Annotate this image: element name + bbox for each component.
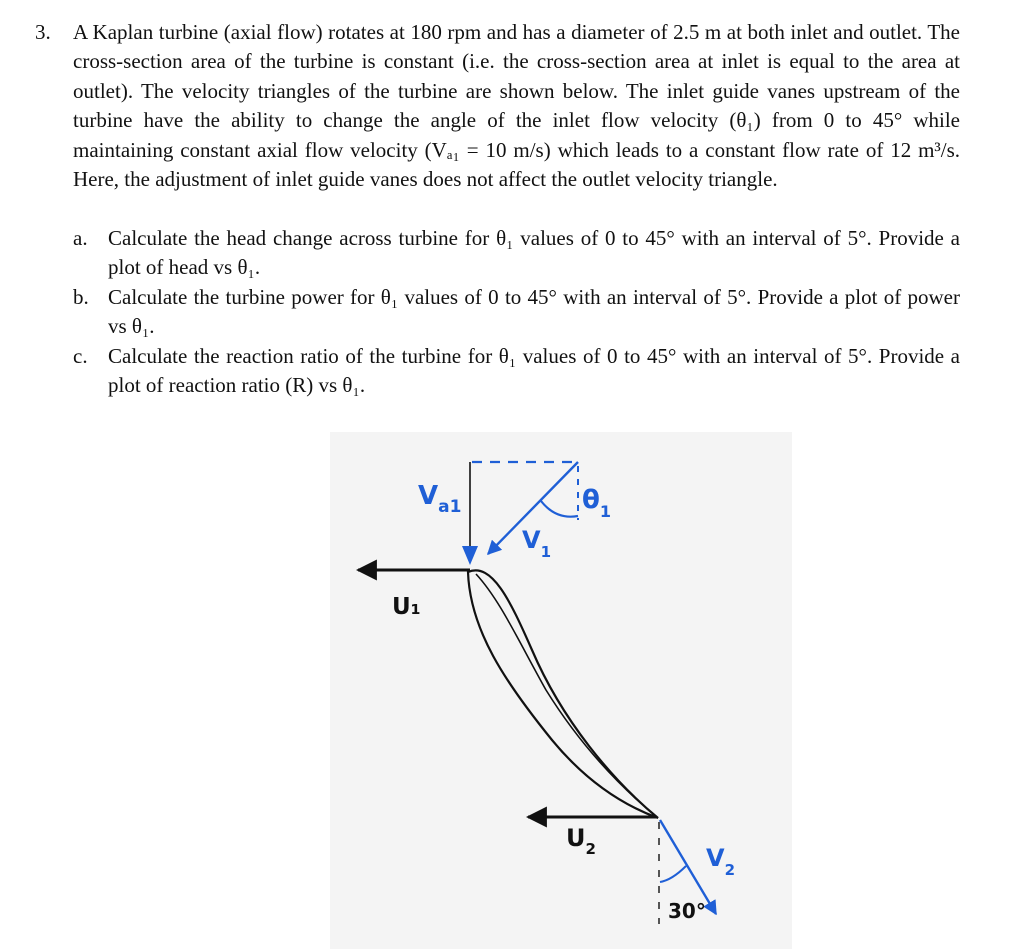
theta1-label: $\theta_1$ (582, 485, 612, 521)
angle-30-label: 30° (668, 899, 706, 923)
question-text: A Kaplan turbine (axial flow) rotates at 180 rpm and has a diameter of 2.5 m at both inlet and outlet. The cross-section area of the turbine is constant (i.e. the cross-section area at inlet is equal to the area at outlet). The velocity triangles of the turbine are shown below. The inlet guide vanes upstream of the turbine have the ability to change the angle of the inlet flow velocity (θ₁) from 0 to 45° while maintaining constant axial flow velocity (Vₐ₁ = 10 m/s) which leads to a constant flow rate of 12 m³/s. Here, the adjustment of inlet guide vanes does not affect the outlet velocity triangle. (73, 20, 960, 192)
part-b-text: Calculate the turbine power for θ₁ values of 0 to 45° with an interval of 5°. Provide a plot of power vs θ₁. (108, 284, 960, 339)
v1-label: $V_1$ (522, 526, 552, 561)
theta1-arc (541, 501, 578, 517)
part-c-label: c. (73, 343, 88, 368)
va1-label: $V_{a1}$ (418, 481, 462, 517)
blade-profile (468, 570, 658, 818)
v2-label: $V_2$ (706, 844, 736, 879)
u2-label: $U_2$ (566, 824, 596, 858)
part-a-label: a. (73, 226, 88, 250)
part-b-label: b. (73, 284, 89, 309)
angle-30-arc (660, 866, 686, 882)
part-c-text: Calculate the reaction ratio of the turbine for θ₁ values of 0 to 45° with an interval of 5°. Provide a plot of reaction ratio (R) vs θ₁. (108, 343, 960, 397)
part-a-text: Calculate the head change across turbine for θ₁ values of 0 to 45° with an interval of 5°. Provide a plot of head vs θ₁. (108, 226, 960, 280)
u1-label: U₁ (392, 594, 421, 620)
va1-arrowhead (462, 546, 478, 565)
question-number: 3. (35, 20, 51, 44)
blade-camber-line (476, 574, 658, 818)
